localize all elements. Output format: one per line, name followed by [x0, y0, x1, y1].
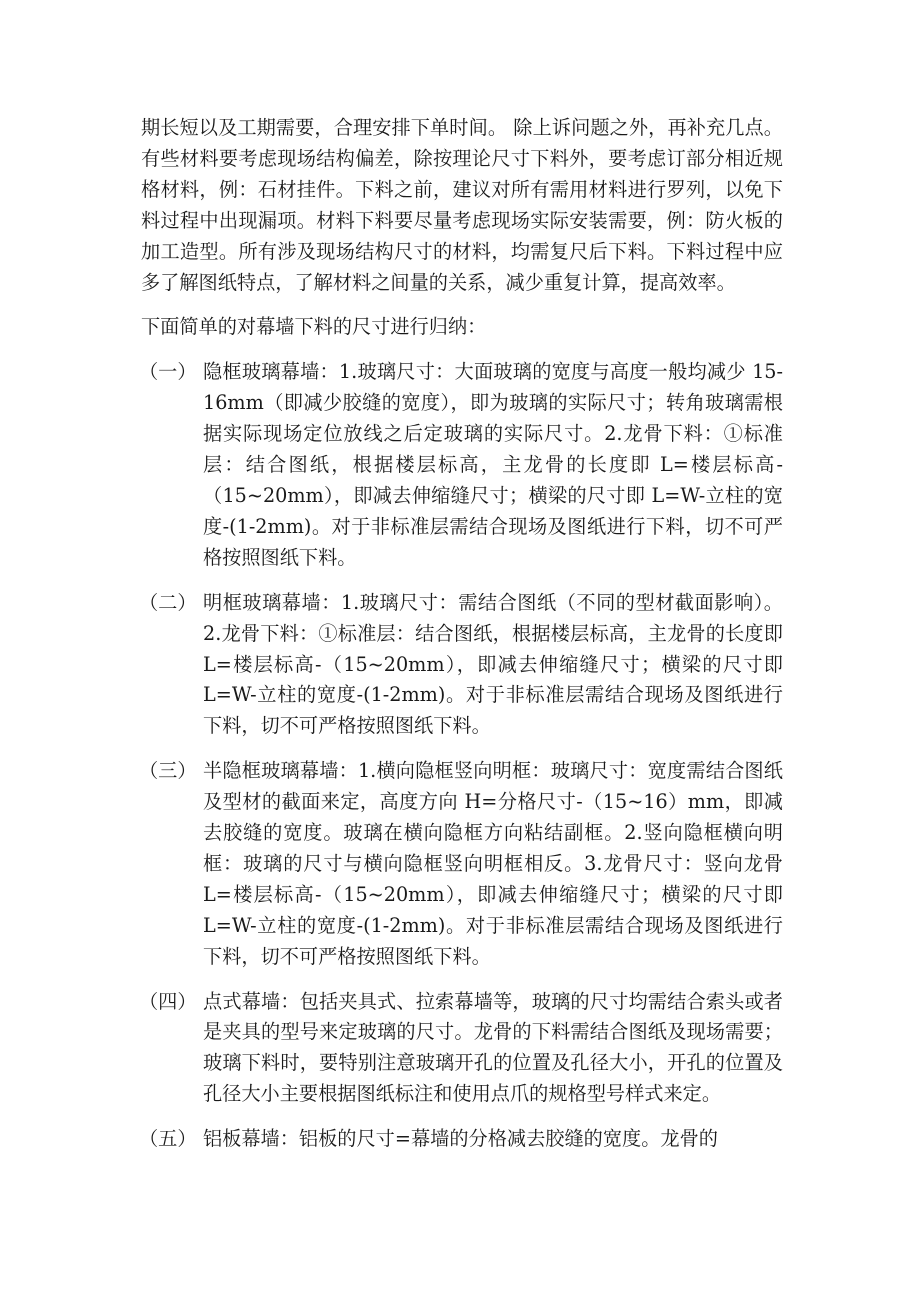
- list-item-text: 铝板幕墙：铝板的尺寸=幕墙的分格减去胶缝的宽度。龙骨的: [203, 1127, 718, 1151]
- document-body: [141, 113, 783, 1155]
- paragraph-summary-lead: 下面简单的对幕墙下料的尺寸进行归纳：: [141, 315, 487, 339]
- list-item-exposed-frame: [139, 588, 783, 743]
- list-item-aluminum-panel: [139, 1124, 783, 1155]
- list-item-number: （四）: [139, 989, 197, 1013]
- list-item-text: 明框玻璃幕墙：1.玻璃尺寸：需结合图纸（不同的型材截面影响）。2.龙骨下料：①标准层：结合图纸，根据楼层标高，主龙骨的长度即 L=楼层标高-（15~20mm），即减去伸缩缝尺寸；横梁的尺寸即 L=W-立柱的宽度-(1-2mm)。对于非标准层需结合现场及图纸进行下料，切不可严格按照图纸下料。: [203, 590, 783, 738]
- list-item-number: （三）: [139, 759, 197, 783]
- list-item-text: 隐框玻璃幕墙：1.玻璃尺寸：大面玻璃的宽度与高度一般均减少 15-16mm（即减少胶缝的宽度），即为玻璃的实际尺寸；转角玻璃需根据实际现场定位放线之后定玻璃的实际尺寸。2.龙骨下料：①标准层：结合图纸，根据楼层标高，主龙骨的长度即 L=楼层标高-（15~20mm），即减去伸缩缝尺寸；横梁的尺寸即 L=W-立柱的宽度-(1-2mm)。对于非标准层需结合现场及图纸进行下料，切不可严格按照图纸下料。: [203, 360, 783, 569]
- list-item-hidden-frame: [139, 357, 783, 573]
- paragraph-intro: 期长短以及工期需要，合理安排下单时间。 除上诉问题之外，再补充几点。有些材料要考虑现场结构偏差，除按理论尺寸下料外，要考虑订部分相近规格材料，例：石材挂件。下料之前，建议对所有需用材料进行罗列，以免下料过程中出现漏项。材料下料要尽量考虑现场实际安装需要，例：防火板的加工造型。所有涉及现场结构尺寸的材料，均需复尺后下料。下料过程中应多了解图纸特点，了解材料之间量的关系，减少重复计算，提高效率。: [141, 116, 783, 294]
- list-item-point-supported: [139, 987, 783, 1111]
- list-item-number: （五）: [139, 1127, 197, 1151]
- list-item-text: 半隐框玻璃幕墙：1.横向隐框竖向明框：玻璃尺寸：宽度需结合图纸及型材的截面来定，高度方向 H=分格尺寸-（15~16）mm，即减去胶缝的宽度。玻璃在横向隐框方向粘结副框。2.竖向隐框横向明框：玻璃的尺寸与横向隐框竖向明框相反。3.龙骨尺寸：竖向龙骨 L=楼层标高-（15~20mm），即减去伸缩缝尺寸；横梁的尺寸即 L=W-立柱的宽度-(1-2mm)。对于非标准层需结合现场及图纸进行下料，切不可严格按照图纸下料。: [203, 759, 783, 968]
- list-item-semi-hidden-frame: [139, 756, 783, 972]
- list-item-number: （二）: [139, 590, 197, 614]
- curtain-wall-list: [141, 357, 783, 1155]
- list-item-number: （一）: [139, 360, 197, 384]
- list-item-text: 点式幕墙：包括夹具式、拉索幕墙等，玻璃的尺寸均需结合索头或者是夹具的型号来定玻璃的尺寸。龙骨的下料需结合图纸及现场需要；玻璃下料时，要特别注意玻璃开孔的位置及孔径大小，开孔的位置及孔径大小主要根据图纸标注和使用点爪的规格型号样式来定。: [203, 989, 783, 1106]
